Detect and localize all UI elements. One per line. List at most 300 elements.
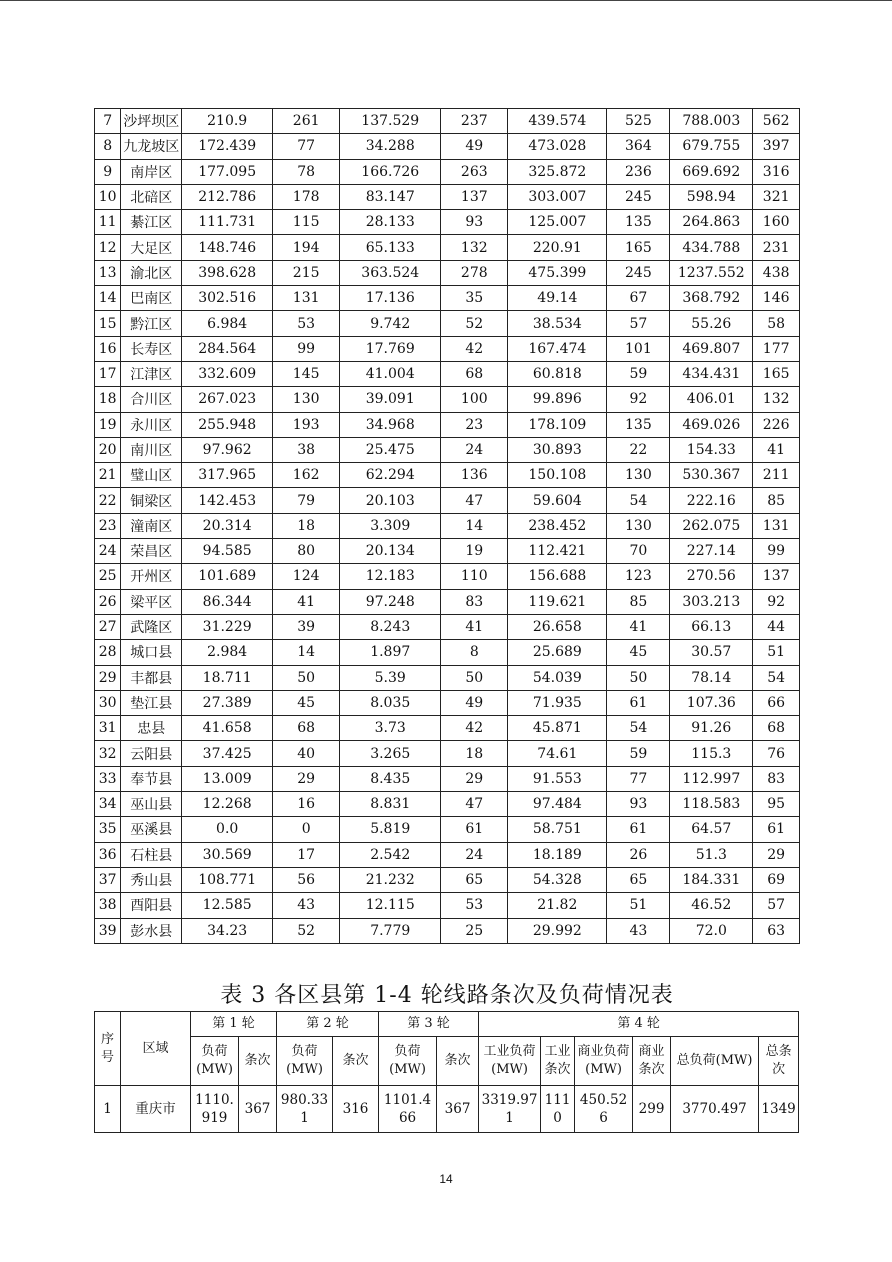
cell-district: 永川区 <box>121 412 182 437</box>
cell-r2-count: 137 <box>441 184 508 209</box>
cell-r2-count: 49 <box>441 134 508 159</box>
header-r4-commercial-count: 商业条次 <box>633 1037 671 1086</box>
cell-r1-count: 77 <box>273 134 340 159</box>
table-row <box>95 766 800 791</box>
cell-district: 南川区 <box>121 437 182 462</box>
cell-r2-count: 18 <box>441 741 508 766</box>
cell-r3-load: 97.484 <box>508 792 607 817</box>
cell-seq: 22 <box>95 488 121 513</box>
cell-r4-commercial-count: 299 <box>633 1086 671 1133</box>
cell-seq: 7 <box>95 109 121 134</box>
cell-r2-load: 137.529 <box>340 109 441 134</box>
cell-seq: 28 <box>95 640 121 665</box>
cell-r1-count: 38 <box>273 437 340 462</box>
cell-r3-load: 74.61 <box>508 741 607 766</box>
table-row <box>95 842 800 867</box>
cell-r3-load: 473.028 <box>508 134 607 159</box>
cell-r2-load: 8.035 <box>340 690 441 715</box>
cell-r3-count: 135 <box>607 412 670 437</box>
cell-r3-count: 77 <box>607 766 670 791</box>
cell-r2-load: 17.769 <box>340 336 441 361</box>
cell-r4-total-count: 1349 <box>759 1086 799 1133</box>
cell-r2-count: 93 <box>441 210 508 235</box>
cell-total-count: 438 <box>753 260 800 285</box>
cell-r1-count: 40 <box>273 741 340 766</box>
cell-r3-load: 112.421 <box>508 539 607 564</box>
cell-r1-count: 53 <box>273 311 340 336</box>
cell-r1-count: 14 <box>273 640 340 665</box>
cell-r3-load: 150.108 <box>508 463 607 488</box>
cell-r3-load: 178.109 <box>508 412 607 437</box>
cell-r1-load: 20.314 <box>182 513 273 538</box>
cell-r1-load: 284.564 <box>182 336 273 361</box>
cell-seq: 25 <box>95 564 121 589</box>
cell-district: 黔江区 <box>121 311 182 336</box>
cell-district: 云阳县 <box>121 741 182 766</box>
header-r3-count: 条次 <box>437 1037 479 1086</box>
cell-r1-count: 178 <box>273 184 340 209</box>
cell-r3-load: 25.689 <box>508 640 607 665</box>
cell-total-count: 95 <box>753 792 800 817</box>
cell-r3-count: 59 <box>607 741 670 766</box>
table-row <box>95 311 800 336</box>
cell-district: 巴南区 <box>121 286 182 311</box>
cell-total-count: 165 <box>753 361 800 386</box>
cell-r2-count: 61 <box>441 817 508 842</box>
cell-r2-load: 1.897 <box>340 640 441 665</box>
cell-r2-count: 49 <box>441 690 508 715</box>
cell-district: 石柱县 <box>121 842 182 867</box>
cell-r3-load: 91.553 <box>508 766 607 791</box>
cell-region: 重庆市 <box>121 1086 191 1133</box>
cell-total-load: 46.52 <box>670 893 753 918</box>
table-row <box>95 260 800 285</box>
cell-r2-count: 68 <box>441 361 508 386</box>
table3-header-row-1 <box>95 1012 799 1037</box>
cell-r1-load: 212.786 <box>182 184 273 209</box>
cell-total-load: 107.36 <box>670 690 753 715</box>
cell-seq: 34 <box>95 792 121 817</box>
cell-r3-load: 49.14 <box>508 286 607 311</box>
cell-total-load: 78.14 <box>670 665 753 690</box>
cell-r3-load: 439.574 <box>508 109 607 134</box>
header-round4: 第 4 轮 <box>479 1012 799 1037</box>
cell-total-count: 177 <box>753 336 800 361</box>
cell-r1-count: 29 <box>273 766 340 791</box>
cell-r2-load: 980.331 <box>277 1086 333 1133</box>
header-r4-total-count: 总条次 <box>759 1037 799 1086</box>
header-r4-industrial-load: 工业负荷(MW) <box>479 1037 541 1086</box>
cell-r1-count: 39 <box>273 614 340 639</box>
cell-r3-count: 165 <box>607 235 670 260</box>
cell-r1-load: 97.962 <box>182 437 273 462</box>
cell-r2-load: 97.248 <box>340 589 441 614</box>
cell-r3-count: 93 <box>607 792 670 817</box>
cell-district: 彭水县 <box>121 918 182 943</box>
cell-total-count: 131 <box>753 513 800 538</box>
header-round3: 第 3 轮 <box>379 1012 479 1037</box>
cell-total-count: 316 <box>753 159 800 184</box>
cell-r2-count: 47 <box>441 488 508 513</box>
cell-seq: 8 <box>95 134 121 159</box>
table-row <box>95 109 800 134</box>
cell-r3-count: 57 <box>607 311 670 336</box>
cell-r1-load: 12.585 <box>182 893 273 918</box>
cell-district: 南岸区 <box>121 159 182 184</box>
header-round2: 第 2 轮 <box>277 1012 379 1037</box>
cell-district: 开州区 <box>121 564 182 589</box>
cell-r3-load: 475.399 <box>508 260 607 285</box>
header-seq: 序号 <box>95 1012 121 1086</box>
cell-r2-count: 19 <box>441 539 508 564</box>
cell-r2-load: 20.134 <box>340 539 441 564</box>
cell-r3-load: 38.534 <box>508 311 607 336</box>
cell-r1-load: 108.771 <box>182 867 273 892</box>
cell-r1-load: 27.389 <box>182 690 273 715</box>
cell-r1-load: 13.009 <box>182 766 273 791</box>
cell-seq: 23 <box>95 513 121 538</box>
cell-r3-load: 58.751 <box>508 817 607 842</box>
cell-r3-count: 70 <box>607 539 670 564</box>
cell-total-count: 321 <box>753 184 800 209</box>
cell-r2-count: 237 <box>441 109 508 134</box>
cell-r1-count: 56 <box>273 867 340 892</box>
cell-r3-load: 18.189 <box>508 842 607 867</box>
cell-r3-count: 130 <box>607 463 670 488</box>
cell-district: 忠县 <box>121 716 182 741</box>
cell-r3-count: 101 <box>607 336 670 361</box>
cell-r3-count: 61 <box>607 817 670 842</box>
table-row <box>95 336 800 361</box>
cell-total-load: 434.431 <box>670 361 753 386</box>
cell-total-load: 64.57 <box>670 817 753 842</box>
cell-r2-count: 23 <box>441 412 508 437</box>
cell-r1-count: 145 <box>273 361 340 386</box>
cell-r1-count: 162 <box>273 463 340 488</box>
cell-total-count: 61 <box>753 817 800 842</box>
cell-r1-load: 142.453 <box>182 488 273 513</box>
cell-total-load: 227.14 <box>670 539 753 564</box>
cell-total-load: 30.57 <box>670 640 753 665</box>
table-row <box>95 387 800 412</box>
cell-r3-load: 238.452 <box>508 513 607 538</box>
cell-r1-count: 16 <box>273 792 340 817</box>
cell-r1-count: 80 <box>273 539 340 564</box>
cell-district: 江津区 <box>121 361 182 386</box>
cell-r1-count: 99 <box>273 336 340 361</box>
cell-r2-load: 65.133 <box>340 235 441 260</box>
header-r2-count: 条次 <box>333 1037 379 1086</box>
cell-district: 大足区 <box>121 235 182 260</box>
cell-r1-load: 34.23 <box>182 918 273 943</box>
table-row <box>95 792 800 817</box>
cell-total-count: 69 <box>753 867 800 892</box>
cell-r1-load: 0.0 <box>182 817 273 842</box>
cell-r3-load: 325.872 <box>508 159 607 184</box>
district-load-table-continued <box>94 108 800 944</box>
cell-r2-count: 316 <box>333 1086 379 1133</box>
cell-seq: 13 <box>95 260 121 285</box>
cell-r3-load: 30.893 <box>508 437 607 462</box>
cell-r3-count: 92 <box>607 387 670 412</box>
cell-r4-industrial-count: 1110 <box>541 1086 575 1133</box>
cell-r2-load: 17.136 <box>340 286 441 311</box>
cell-r3-count: 67 <box>607 286 670 311</box>
cell-seq: 14 <box>95 286 121 311</box>
cell-r2-count: 136 <box>441 463 508 488</box>
cell-r3-load: 26.658 <box>508 614 607 639</box>
cell-r1-load: 332.609 <box>182 361 273 386</box>
cell-seq: 19 <box>95 412 121 437</box>
cell-total-load: 669.692 <box>670 159 753 184</box>
cell-r1-count: 17 <box>273 842 340 867</box>
cell-total-load: 184.331 <box>670 867 753 892</box>
cell-r1-load: 302.516 <box>182 286 273 311</box>
table-row <box>95 437 800 462</box>
cell-seq: 18 <box>95 387 121 412</box>
cell-r3-count: 59 <box>607 361 670 386</box>
cell-r1-load: 31.229 <box>182 614 273 639</box>
cell-total-load: 222.16 <box>670 488 753 513</box>
cell-r2-count: 24 <box>441 842 508 867</box>
cell-r1-load: 210.9 <box>182 109 273 134</box>
cell-seq: 35 <box>95 817 121 842</box>
cell-r2-load: 28.133 <box>340 210 441 235</box>
cell-seq: 27 <box>95 614 121 639</box>
table-row <box>95 159 800 184</box>
cell-r2-load: 8.243 <box>340 614 441 639</box>
cell-r2-load: 3.73 <box>340 716 441 741</box>
cell-r3-count: 45 <box>607 640 670 665</box>
cell-seq: 1 <box>95 1086 121 1133</box>
cell-total-count: 76 <box>753 741 800 766</box>
cell-total-load: 51.3 <box>670 842 753 867</box>
table-row <box>95 665 800 690</box>
cell-r1-count: 50 <box>273 665 340 690</box>
cell-r2-count: 132 <box>441 235 508 260</box>
table-row <box>95 690 800 715</box>
cell-seq: 24 <box>95 539 121 564</box>
cell-district: 秀山县 <box>121 867 182 892</box>
cell-r2-load: 25.475 <box>340 437 441 462</box>
cell-r2-load: 3.265 <box>340 741 441 766</box>
cell-seq: 11 <box>95 210 121 235</box>
cell-total-load: 434.788 <box>670 235 753 260</box>
cell-total-count: 146 <box>753 286 800 311</box>
cell-district: 丰都县 <box>121 665 182 690</box>
cell-r3-count: 54 <box>607 716 670 741</box>
page-top-border <box>0 0 892 1</box>
district-load-table-body <box>95 109 800 944</box>
cell-r2-load: 34.968 <box>340 412 441 437</box>
cell-r2-count: 53 <box>441 893 508 918</box>
cell-total-load: 262.075 <box>670 513 753 538</box>
cell-r1-load: 1110.919 <box>191 1086 239 1133</box>
cell-total-load: 469.026 <box>670 412 753 437</box>
cell-r2-load: 9.742 <box>340 311 441 336</box>
cell-r2-load: 5.39 <box>340 665 441 690</box>
cell-total-count: 29 <box>753 842 800 867</box>
cell-r3-count: 85 <box>607 589 670 614</box>
cell-r3-load: 60.818 <box>508 361 607 386</box>
cell-total-count: 83 <box>753 766 800 791</box>
header-r4-total-load: 总负荷(MW) <box>671 1037 759 1086</box>
cell-district: 荣昌区 <box>121 539 182 564</box>
cell-r3-count: 236 <box>607 159 670 184</box>
cell-r2-load: 2.542 <box>340 842 441 867</box>
cell-total-load: 55.26 <box>670 311 753 336</box>
cell-seq: 20 <box>95 437 121 462</box>
cell-r3-load: 29.992 <box>508 918 607 943</box>
table-row <box>95 286 800 311</box>
cell-r1-load: 177.095 <box>182 159 273 184</box>
cell-r1-count: 52 <box>273 918 340 943</box>
cell-r2-load: 363.524 <box>340 260 441 285</box>
cell-r3-load: 54.328 <box>508 867 607 892</box>
cell-total-load: 406.01 <box>670 387 753 412</box>
table-row <box>95 918 800 943</box>
cell-seq: 33 <box>95 766 121 791</box>
header-region: 区域 <box>121 1012 191 1086</box>
table-row <box>95 589 800 614</box>
cell-district: 巫溪县 <box>121 817 182 842</box>
cell-r1-load: 148.746 <box>182 235 273 260</box>
cell-r1-count: 0 <box>273 817 340 842</box>
table3-row-chongqing <box>95 1086 799 1133</box>
cell-total-load: 154.33 <box>670 437 753 462</box>
table-row <box>95 564 800 589</box>
cell-r2-load: 166.726 <box>340 159 441 184</box>
table-row <box>95 184 800 209</box>
cell-total-load: 469.807 <box>670 336 753 361</box>
cell-total-load: 72.0 <box>670 918 753 943</box>
cell-r2-load: 12.115 <box>340 893 441 918</box>
cell-r1-count: 78 <box>273 159 340 184</box>
cell-district: 垫江县 <box>121 690 182 715</box>
cell-r1-load: 94.585 <box>182 539 273 564</box>
cell-total-count: 85 <box>753 488 800 513</box>
cell-district: 长寿区 <box>121 336 182 361</box>
cell-seq: 38 <box>95 893 121 918</box>
cell-r2-count: 29 <box>441 766 508 791</box>
header-r1-load: 负荷(MW) <box>191 1037 239 1086</box>
cell-total-load: 679.755 <box>670 134 753 159</box>
cell-district: 渝北区 <box>121 260 182 285</box>
cell-total-load: 598.94 <box>670 184 753 209</box>
cell-seq: 12 <box>95 235 121 260</box>
cell-seq: 39 <box>95 918 121 943</box>
cell-district: 奉节县 <box>121 766 182 791</box>
table-row <box>95 235 800 260</box>
page-number: 14 <box>439 1172 453 1186</box>
cell-total-count: 54 <box>753 665 800 690</box>
cell-r3-count: 65 <box>607 867 670 892</box>
cell-total-count: 41 <box>753 437 800 462</box>
cell-total-count: 99 <box>753 539 800 564</box>
table-row <box>95 893 800 918</box>
cell-r1-load: 398.628 <box>182 260 273 285</box>
cell-total-load: 118.583 <box>670 792 753 817</box>
cell-seq: 15 <box>95 311 121 336</box>
cell-total-count: 58 <box>753 311 800 336</box>
cell-r3-load: 119.621 <box>508 589 607 614</box>
cell-r3-load: 45.871 <box>508 716 607 741</box>
header-r1-count: 条次 <box>239 1037 277 1086</box>
cell-r1-count: 41 <box>273 589 340 614</box>
round-load-summary-table <box>94 1011 799 1133</box>
cell-total-count: 68 <box>753 716 800 741</box>
cell-r2-count: 65 <box>441 867 508 892</box>
cell-r2-count: 110 <box>441 564 508 589</box>
header-r4-commercial-load: 商业负荷(MW) <box>575 1037 633 1086</box>
cell-r2-load: 21.232 <box>340 867 441 892</box>
cell-r1-load: 37.425 <box>182 741 273 766</box>
table-row <box>95 741 800 766</box>
table3-title: 表 3 各区县第 1-4 轮线路条次及负荷情况表 <box>220 983 674 1008</box>
cell-district: 酉阳县 <box>121 893 182 918</box>
cell-total-count: 211 <box>753 463 800 488</box>
header-r2-load: 负荷(MW) <box>277 1037 333 1086</box>
cell-seq: 10 <box>95 184 121 209</box>
cell-seq: 29 <box>95 665 121 690</box>
cell-r1-count: 215 <box>273 260 340 285</box>
cell-r3-count: 525 <box>607 109 670 134</box>
cell-r3-count: 43 <box>607 918 670 943</box>
table-row <box>95 361 800 386</box>
cell-total-load: 115.3 <box>670 741 753 766</box>
cell-r3-load: 1101.466 <box>379 1086 437 1133</box>
cell-r1-load: 317.965 <box>182 463 273 488</box>
cell-r2-load: 3.309 <box>340 513 441 538</box>
cell-r1-count: 261 <box>273 109 340 134</box>
cell-r1-count: 43 <box>273 893 340 918</box>
cell-r2-count: 50 <box>441 665 508 690</box>
cell-r2-load: 8.435 <box>340 766 441 791</box>
cell-r2-count: 47 <box>441 792 508 817</box>
cell-r2-load: 39.091 <box>340 387 441 412</box>
table-row <box>95 716 800 741</box>
cell-total-count: 66 <box>753 690 800 715</box>
cell-total-count: 57 <box>753 893 800 918</box>
cell-total-load: 530.367 <box>670 463 753 488</box>
cell-r3-load: 156.688 <box>508 564 607 589</box>
cell-r1-count: 18 <box>273 513 340 538</box>
cell-r3-load: 59.604 <box>508 488 607 513</box>
cell-r2-load: 62.294 <box>340 463 441 488</box>
header-r4-industrial-count: 工业条次 <box>541 1037 575 1086</box>
cell-r1-load: 172.439 <box>182 134 273 159</box>
table-row <box>95 488 800 513</box>
cell-r2-count: 14 <box>441 513 508 538</box>
cell-r2-count: 83 <box>441 589 508 614</box>
header-r3-load: 负荷(MW) <box>379 1037 437 1086</box>
cell-total-load: 303.213 <box>670 589 753 614</box>
cell-r1-load: 18.711 <box>182 665 273 690</box>
cell-district: 九龙坡区 <box>121 134 182 159</box>
table-row <box>95 134 800 159</box>
cell-total-load: 66.13 <box>670 614 753 639</box>
cell-r4-total-load: 3770.497 <box>671 1086 759 1133</box>
cell-r3-count: 41 <box>607 614 670 639</box>
cell-r1-load: 267.023 <box>182 387 273 412</box>
cell-r3-count: 364 <box>607 134 670 159</box>
cell-total-count: 226 <box>753 412 800 437</box>
cell-r1-count: 124 <box>273 564 340 589</box>
cell-total-count: 397 <box>753 134 800 159</box>
cell-district: 北碚区 <box>121 184 182 209</box>
cell-r2-count: 24 <box>441 437 508 462</box>
cell-r3-count: 135 <box>607 210 670 235</box>
